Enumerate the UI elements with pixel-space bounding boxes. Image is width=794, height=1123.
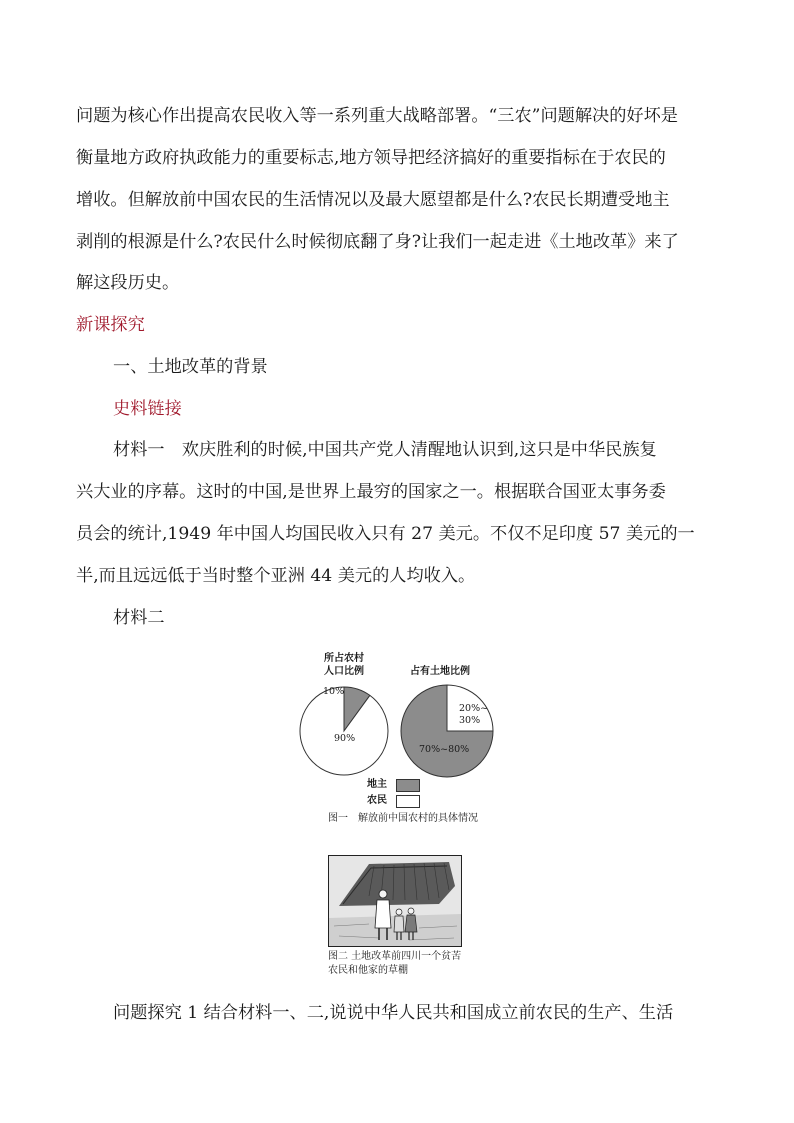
intro-line-4: 剥削的根源是什么?农民什么时候彻底翻了身?让我们一起走进《土地改革》来了 — [76, 232, 679, 252]
legend-label-landlord: 地主 — [367, 779, 387, 790]
legend-swatch-landlord — [396, 779, 420, 792]
intro-line-5: 解这段历史。 — [76, 273, 180, 293]
pie-1-slice-peasant — [300, 687, 388, 775]
pie-1-title-line-2: 人口比例 — [324, 666, 364, 677]
heading-land-reform-background: 一、土地改革的背景 — [113, 357, 268, 377]
intro-line-1: 问题为核心作出提高农民收入等一系列重大战略部署。“三农”问题解决的好坏是 — [76, 106, 678, 126]
pie-1-slice-label-landlord: 10% — [323, 686, 345, 697]
question-explore-1: 问题探究 1 结合材料一、二,说说中华人民共和国成立前农民的生产、生活 — [113, 1003, 674, 1023]
pie-1-slice-label-peasant: 90% — [334, 733, 356, 744]
pie-2-slice-label-landlord: 70%~80% — [419, 744, 470, 755]
legend-swatch-peasant — [396, 795, 420, 808]
material-1-line-4: 半,而且远远低于当时整个亚洲 44 美元的人均收入。 — [76, 566, 476, 586]
intro-line-2: 衡量地方政府执政能力的重要标志,地方领导把经济搞好的重要指标在于农民的 — [76, 148, 666, 168]
pie-population-share — [300, 687, 388, 775]
material-1-line-2: 兴大业的序幕。这时的中国,是世界上最穷的国家之一。根据联合国亚太事务委 — [76, 482, 666, 502]
figure-1-pie-charts — [290, 648, 510, 826]
legend-label-peasant: 农民 — [367, 795, 387, 806]
figure-2-caption-line-2: 农民和他家的草棚 — [328, 965, 408, 976]
pie-1-title-line-1: 所占农村 — [324, 653, 364, 664]
material-1-line-1: 材料一 欢庆胜利的时候,中国共产党人清醒地认识到,这只是中华民族复 — [113, 440, 657, 460]
material-1-line-3: 员会的统计,1949 年中国人均国民收入只有 27 美元。不仅不足印度 57 美元的一 — [76, 524, 695, 544]
source-link-heading: 史料链接 — [113, 399, 182, 419]
pie-2-slice-label-peasant: 20%~30% — [459, 703, 489, 726]
pie-2-title: 占有土地比例 — [410, 666, 470, 677]
material-2-label: 材料二 — [113, 608, 165, 628]
figure-2-caption-line-1: 图二 土地改革前四川一个贫苦 — [328, 951, 462, 962]
pie-land-share — [401, 685, 493, 777]
figure-1-caption: 图一 解放前中国农村的具体情况 — [328, 813, 478, 824]
intro-line-3: 增收。但解放前中国农民的生活情况以及最大愿望都是什么?农民长期遭受地主 — [76, 190, 670, 210]
section-heading-new-lesson: 新课探究 — [76, 315, 145, 335]
thatched-hut-photo-image — [329, 856, 461, 946]
figure-2-photo — [328, 855, 462, 947]
